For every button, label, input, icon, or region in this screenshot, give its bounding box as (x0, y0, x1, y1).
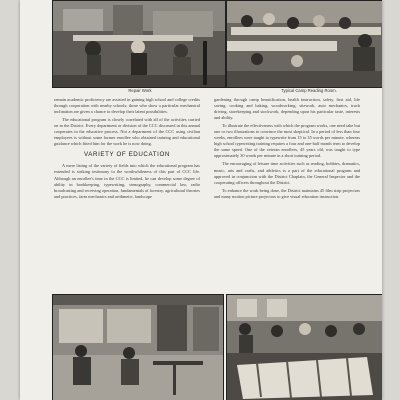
section-heading: VARIETY OF EDUCATION (84, 151, 170, 159)
document-page (20, 0, 382, 400)
left-paragraph-1: remain academic proficiency are assisted in gaining high school and college credits through cooperation with nearby schools; those who show a particular mechanical inclination are given a chance to develop their latent possibilities. (54, 97, 200, 115)
right-text-column (214, 97, 360, 202)
right-paragraph-3: The encouraging of leisure time activities such as reading, hobbies, dramatics, music, arts and crafts, and athletics is a part of the educational program and approved in conjunction with the District Chaplain, the General Inspector and the cooperating officers throughout the District. (214, 161, 360, 185)
photo-bottom-left (52, 294, 224, 400)
photo-camp-reading-room (226, 0, 382, 88)
left-paragraph-2: The educational program is closely correlated with all of the activities carried on in the District. Every department or division of the CCC discussed in this annual cooperates in the educative process. Not a department of the CCC using civilian employees is without some former enrollee who obtained training and educational guidance which fitted him for the work he is now doing. (54, 117, 200, 147)
photo-bottom-right (226, 294, 382, 400)
right-paragraph-4: To enhance the work being done, the District maintains 45 film strip projectors and many motion picture projectors to give visual education instruction. (214, 187, 360, 199)
caption-camp-reading-room: Typical Camp Reading Room. (281, 88, 337, 93)
right-paragraph-1: gardening through camp beautification, health instruction, safety, first aid, life saving, cooking and baking, woodworking, sitework, auto mechanics, truck driving, storekeeping and stockwork, depending upon his particular taste, interests and ability. (214, 97, 360, 121)
photo-repair-work (52, 0, 226, 88)
left-paragraph-3: A mere listing of the variety of fields into which the educational program has extended is striking testimony to the worthwhileness of this part of CCC life. Although an enrollee's time in the CCC is limited, he can develop some degree of ability in bookkeeping, typewriting, stenography, commercial law, radio broadcasting and receiving operation, fundamentals of forestry, agricultural theories and practices, farm mechanics and arithmetic, landscape (54, 163, 200, 199)
right-paragraph-2: To illustrate the effectiveness with which the program works, one need take but one or two illustrations to convince the most skeptical. In a period of less than four weeks, enrollees were taught to typewrite from 15 to 35 words per minute, whereas high school typewriting training requires a four and one-half month term to develop the same speed. One of the veteran enrollees, 45 years old, was taught to type approximately 30 words per minute in a short training period. (214, 123, 360, 159)
caption-repair-work: Repair Work (128, 88, 152, 93)
left-text-column (54, 97, 200, 202)
